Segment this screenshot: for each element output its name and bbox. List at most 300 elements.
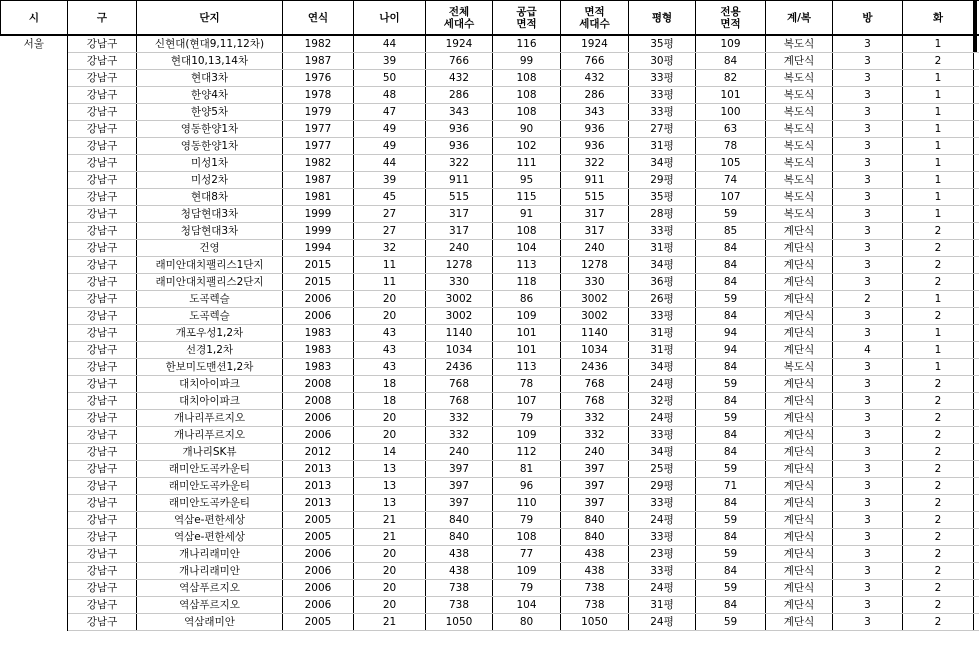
cell-district[interactable]: 강남구 (68, 291, 137, 308)
cell-extra[interactable] (974, 359, 979, 376)
cell-area-households[interactable]: 240 (561, 240, 629, 257)
cell-complex[interactable]: 역삼e-편한세상 (137, 512, 283, 529)
cell-year-built[interactable]: 1983 (283, 359, 354, 376)
cell-city[interactable] (1, 359, 68, 376)
cell-year-built[interactable]: 2006 (283, 291, 354, 308)
cell-complex[interactable]: 미성1차 (137, 155, 283, 172)
cell-supply-area[interactable]: 109 (493, 308, 561, 325)
cell-city[interactable] (1, 206, 68, 223)
cell-baths[interactable]: 2 (903, 512, 974, 529)
cell-age[interactable]: 20 (354, 291, 426, 308)
cell-year-built[interactable]: 2006 (283, 563, 354, 580)
cell-pyeong[interactable]: 34평 (629, 155, 696, 172)
cell-baths[interactable]: 1 (903, 35, 974, 53)
cell-total-households[interactable]: 3002 (426, 308, 493, 325)
cell-pyeong[interactable]: 33평 (629, 87, 696, 104)
cell-extra[interactable] (974, 427, 979, 444)
cell-stair-type[interactable]: 복도식 (766, 155, 833, 172)
cell-year-built[interactable]: 2005 (283, 529, 354, 546)
cell-area-households[interactable]: 936 (561, 138, 629, 155)
cell-total-households[interactable]: 286 (426, 87, 493, 104)
cell-supply-area[interactable]: 79 (493, 512, 561, 529)
cell-exclusive-area[interactable]: 59 (696, 410, 766, 427)
cell-exclusive-area[interactable]: 84 (696, 393, 766, 410)
cell-total-households[interactable]: 332 (426, 410, 493, 427)
cell-area-households[interactable]: 515 (561, 189, 629, 206)
cell-total-households[interactable]: 738 (426, 580, 493, 597)
cell-extra[interactable] (974, 53, 979, 70)
cell-district[interactable]: 강남구 (68, 35, 137, 53)
cell-age[interactable]: 20 (354, 563, 426, 580)
column-header-exclusive-area[interactable]: 전용 면적 (696, 1, 766, 36)
cell-baths[interactable]: 2 (903, 393, 974, 410)
cell-year-built[interactable]: 1994 (283, 240, 354, 257)
cell-area-households[interactable]: 3002 (561, 291, 629, 308)
cell-year-built[interactable]: 2006 (283, 410, 354, 427)
cell-stair-type[interactable]: 계단식 (766, 614, 833, 631)
cell-stair-type[interactable]: 계단식 (766, 240, 833, 257)
cell-exclusive-area[interactable]: 94 (696, 325, 766, 342)
cell-extra[interactable] (974, 410, 979, 427)
cell-supply-area[interactable]: 107 (493, 393, 561, 410)
cell-pyeong[interactable]: 31평 (629, 597, 696, 614)
cell-district[interactable]: 강남구 (68, 376, 137, 393)
cell-city[interactable] (1, 512, 68, 529)
cell-total-households[interactable]: 240 (426, 240, 493, 257)
cell-extra[interactable] (974, 121, 979, 138)
cell-pyeong[interactable]: 33평 (629, 223, 696, 240)
cell-stair-type[interactable]: 계단식 (766, 376, 833, 393)
cell-pyeong[interactable]: 36평 (629, 274, 696, 291)
cell-complex[interactable]: 한양4차 (137, 87, 283, 104)
cell-district[interactable]: 강남구 (68, 410, 137, 427)
cell-city[interactable] (1, 121, 68, 138)
cell-area-households[interactable]: 768 (561, 393, 629, 410)
cell-baths[interactable]: 2 (903, 461, 974, 478)
cell-age[interactable]: 13 (354, 478, 426, 495)
column-header-rooms[interactable]: 방 (833, 1, 903, 36)
cell-rooms[interactable]: 3 (833, 597, 903, 614)
cell-supply-area[interactable]: 104 (493, 597, 561, 614)
cell-city[interactable] (1, 393, 68, 410)
cell-extra[interactable] (974, 172, 979, 189)
cell-stair-type[interactable]: 복도식 (766, 104, 833, 121)
cell-extra[interactable] (974, 104, 979, 121)
cell-district[interactable]: 강남구 (68, 104, 137, 121)
cell-complex[interactable]: 영동한양1차 (137, 138, 283, 155)
cell-exclusive-area[interactable]: 100 (696, 104, 766, 121)
cell-district[interactable]: 강남구 (68, 138, 137, 155)
cell-stair-type[interactable]: 복도식 (766, 189, 833, 206)
cell-rooms[interactable]: 3 (833, 376, 903, 393)
cell-total-households[interactable]: 322 (426, 155, 493, 172)
cell-baths[interactable]: 2 (903, 53, 974, 70)
cell-year-built[interactable]: 1978 (283, 87, 354, 104)
cell-exclusive-area[interactable]: 78 (696, 138, 766, 155)
cell-extra[interactable] (974, 529, 979, 546)
cell-supply-area[interactable]: 108 (493, 87, 561, 104)
cell-area-households[interactable]: 317 (561, 206, 629, 223)
cell-supply-area[interactable]: 80 (493, 614, 561, 631)
cell-year-built[interactable]: 2006 (283, 546, 354, 563)
cell-exclusive-area[interactable]: 84 (696, 53, 766, 70)
cell-complex[interactable]: 래미안도곡카운티 (137, 461, 283, 478)
cell-supply-area[interactable]: 101 (493, 342, 561, 359)
cell-age[interactable]: 49 (354, 121, 426, 138)
cell-year-built[interactable]: 1987 (283, 53, 354, 70)
cell-pyeong[interactable]: 35평 (629, 35, 696, 53)
cell-rooms[interactable]: 3 (833, 308, 903, 325)
cell-supply-area[interactable]: 81 (493, 461, 561, 478)
cell-district[interactable]: 강남구 (68, 444, 137, 461)
cell-supply-area[interactable]: 96 (493, 478, 561, 495)
cell-complex[interactable]: 역삼래미안 (137, 614, 283, 631)
cell-age[interactable]: 20 (354, 410, 426, 427)
cell-district[interactable]: 강남구 (68, 563, 137, 580)
cell-age[interactable]: 18 (354, 393, 426, 410)
cell-age[interactable]: 49 (354, 138, 426, 155)
cell-supply-area[interactable]: 113 (493, 257, 561, 274)
cell-age[interactable]: 20 (354, 427, 426, 444)
cell-baths[interactable]: 2 (903, 614, 974, 631)
cell-extra[interactable] (974, 223, 979, 240)
cell-district[interactable]: 강남구 (68, 274, 137, 291)
cell-baths[interactable]: 1 (903, 325, 974, 342)
cell-area-households[interactable]: 432 (561, 70, 629, 87)
cell-city[interactable] (1, 155, 68, 172)
cell-year-built[interactable]: 2006 (283, 308, 354, 325)
cell-pyeong[interactable]: 33평 (629, 563, 696, 580)
cell-area-households[interactable]: 3002 (561, 308, 629, 325)
cell-age[interactable]: 21 (354, 614, 426, 631)
cell-age[interactable]: 14 (354, 444, 426, 461)
cell-rooms[interactable]: 3 (833, 614, 903, 631)
cell-area-households[interactable]: 768 (561, 376, 629, 393)
cell-pyeong[interactable]: 27평 (629, 121, 696, 138)
cell-district[interactable]: 강남구 (68, 53, 137, 70)
cell-total-households[interactable]: 330 (426, 274, 493, 291)
cell-total-households[interactable]: 332 (426, 427, 493, 444)
cell-extra[interactable] (974, 87, 979, 104)
cell-city[interactable] (1, 342, 68, 359)
cell-rooms[interactable]: 3 (833, 563, 903, 580)
cell-exclusive-area[interactable]: 63 (696, 121, 766, 138)
cell-complex[interactable]: 현대3차 (137, 70, 283, 87)
cell-supply-area[interactable]: 90 (493, 121, 561, 138)
cell-stair-type[interactable]: 계단식 (766, 257, 833, 274)
cell-pyeong[interactable]: 29평 (629, 478, 696, 495)
cell-supply-area[interactable]: 118 (493, 274, 561, 291)
cell-city[interactable] (1, 427, 68, 444)
cell-total-households[interactable]: 438 (426, 563, 493, 580)
cell-area-households[interactable]: 343 (561, 104, 629, 121)
cell-rooms[interactable]: 3 (833, 35, 903, 53)
cell-district[interactable]: 강남구 (68, 70, 137, 87)
column-header-total-households[interactable]: 전체 세대수 (426, 1, 493, 36)
cell-city[interactable] (1, 53, 68, 70)
cell-complex[interactable]: 대치아이파크 (137, 376, 283, 393)
cell-age[interactable]: 48 (354, 87, 426, 104)
cell-rooms[interactable]: 3 (833, 138, 903, 155)
cell-rooms[interactable]: 3 (833, 206, 903, 223)
cell-rooms[interactable]: 3 (833, 461, 903, 478)
cell-complex[interactable]: 건영 (137, 240, 283, 257)
cell-age[interactable]: 43 (354, 359, 426, 376)
cell-exclusive-area[interactable]: 94 (696, 342, 766, 359)
cell-stair-type[interactable]: 복도식 (766, 70, 833, 87)
cell-exclusive-area[interactable]: 109 (696, 35, 766, 53)
column-header-baths[interactable]: 화 (903, 1, 974, 36)
cell-total-households[interactable]: 936 (426, 138, 493, 155)
cell-supply-area[interactable]: 77 (493, 546, 561, 563)
column-header-area-households[interactable]: 면적 세대수 (561, 1, 629, 36)
cell-stair-type[interactable]: 계단식 (766, 410, 833, 427)
cell-exclusive-area[interactable]: 59 (696, 580, 766, 597)
cell-city[interactable] (1, 291, 68, 308)
cell-pyeong[interactable]: 24평 (629, 580, 696, 597)
cell-rooms[interactable]: 3 (833, 359, 903, 376)
cell-baths[interactable]: 2 (903, 308, 974, 325)
cell-baths[interactable]: 2 (903, 444, 974, 461)
cell-area-households[interactable]: 840 (561, 529, 629, 546)
cell-district[interactable]: 강남구 (68, 189, 137, 206)
cell-extra[interactable] (974, 240, 979, 257)
cell-district[interactable]: 강남구 (68, 359, 137, 376)
cell-complex[interactable]: 대치아이파크 (137, 393, 283, 410)
cell-supply-area[interactable]: 78 (493, 376, 561, 393)
cell-supply-area[interactable]: 109 (493, 427, 561, 444)
cell-rooms[interactable]: 3 (833, 546, 903, 563)
column-header-age[interactable]: 나이 (354, 1, 426, 36)
cell-age[interactable]: 20 (354, 597, 426, 614)
cell-year-built[interactable]: 1979 (283, 104, 354, 121)
cell-baths[interactable]: 1 (903, 104, 974, 121)
cell-stair-type[interactable]: 계단식 (766, 580, 833, 597)
cell-supply-area[interactable]: 111 (493, 155, 561, 172)
cell-rooms[interactable]: 3 (833, 495, 903, 512)
cell-complex[interactable]: 래미안대치팰리스2단지 (137, 274, 283, 291)
cell-rooms[interactable]: 3 (833, 393, 903, 410)
cell-complex[interactable]: 한양5차 (137, 104, 283, 121)
cell-stair-type[interactable]: 복도식 (766, 121, 833, 138)
cell-total-households[interactable]: 911 (426, 172, 493, 189)
cell-year-built[interactable]: 2013 (283, 461, 354, 478)
cell-total-households[interactable]: 766 (426, 53, 493, 70)
cell-pyeong[interactable]: 30평 (629, 53, 696, 70)
cell-city[interactable] (1, 138, 68, 155)
cell-age[interactable]: 13 (354, 495, 426, 512)
cell-supply-area[interactable]: 99 (493, 53, 561, 70)
cell-exclusive-area[interactable]: 59 (696, 291, 766, 308)
cell-extra[interactable] (974, 257, 979, 274)
cell-stair-type[interactable]: 계단식 (766, 529, 833, 546)
cell-city[interactable] (1, 257, 68, 274)
cell-complex[interactable]: 개나리SK뷰 (137, 444, 283, 461)
cell-district[interactable]: 강남구 (68, 512, 137, 529)
cell-stair-type[interactable]: 복도식 (766, 35, 833, 53)
cell-age[interactable]: 21 (354, 529, 426, 546)
cell-extra[interactable] (974, 291, 979, 308)
cell-rooms[interactable]: 3 (833, 104, 903, 121)
cell-baths[interactable]: 1 (903, 87, 974, 104)
cell-total-households[interactable]: 840 (426, 529, 493, 546)
cell-extra[interactable] (974, 580, 979, 597)
cell-year-built[interactable]: 2006 (283, 580, 354, 597)
cell-complex[interactable]: 개나리래미안 (137, 563, 283, 580)
cell-city[interactable] (1, 444, 68, 461)
cell-exclusive-area[interactable]: 84 (696, 427, 766, 444)
cell-city[interactable] (1, 614, 68, 631)
cell-district[interactable]: 강남구 (68, 206, 137, 223)
cell-rooms[interactable]: 3 (833, 444, 903, 461)
cell-pyeong[interactable]: 33평 (629, 529, 696, 546)
cell-baths[interactable]: 1 (903, 342, 974, 359)
cell-area-households[interactable]: 766 (561, 53, 629, 70)
cell-district[interactable]: 강남구 (68, 529, 137, 546)
cell-complex[interactable]: 개포우성1,2차 (137, 325, 283, 342)
cell-age[interactable]: 11 (354, 257, 426, 274)
cell-pyeong[interactable]: 31평 (629, 325, 696, 342)
cell-exclusive-area[interactable]: 105 (696, 155, 766, 172)
cell-total-households[interactable]: 438 (426, 546, 493, 563)
cell-exclusive-area[interactable]: 59 (696, 614, 766, 631)
cell-baths[interactable]: 2 (903, 597, 974, 614)
cell-pyeong[interactable]: 31평 (629, 138, 696, 155)
cell-total-households[interactable]: 738 (426, 597, 493, 614)
cell-district[interactable]: 강남구 (68, 240, 137, 257)
cell-pyeong[interactable]: 33평 (629, 70, 696, 87)
cell-year-built[interactable]: 1981 (283, 189, 354, 206)
cell-age[interactable]: 18 (354, 376, 426, 393)
column-header-district[interactable]: 구 (68, 1, 137, 36)
cell-rooms[interactable]: 3 (833, 410, 903, 427)
cell-total-households[interactable]: 343 (426, 104, 493, 121)
cell-baths[interactable]: 2 (903, 240, 974, 257)
cell-complex[interactable]: 개나리푸르지오 (137, 410, 283, 427)
cell-stair-type[interactable]: 계단식 (766, 291, 833, 308)
cell-extra[interactable] (974, 614, 979, 631)
cell-exclusive-area[interactable]: 84 (696, 274, 766, 291)
cell-pyeong[interactable]: 26평 (629, 291, 696, 308)
cell-baths[interactable]: 1 (903, 291, 974, 308)
cell-stair-type[interactable]: 복도식 (766, 359, 833, 376)
cell-year-built[interactable]: 2005 (283, 614, 354, 631)
cell-complex[interactable]: 래미안대치팰리스1단지 (137, 257, 283, 274)
cell-complex[interactable]: 신현대(현대9,11,12차) (137, 35, 283, 53)
cell-city[interactable] (1, 223, 68, 240)
cell-total-households[interactable]: 397 (426, 461, 493, 478)
cell-pyeong[interactable]: 24평 (629, 376, 696, 393)
cell-rooms[interactable]: 3 (833, 155, 903, 172)
cell-pyeong[interactable]: 34평 (629, 444, 696, 461)
cell-year-built[interactable]: 2015 (283, 274, 354, 291)
cell-city[interactable] (1, 461, 68, 478)
cell-year-built[interactable]: 1976 (283, 70, 354, 87)
cell-age[interactable]: 47 (354, 104, 426, 121)
cell-baths[interactable]: 2 (903, 223, 974, 240)
cell-area-households[interactable]: 332 (561, 410, 629, 427)
cell-total-households[interactable]: 397 (426, 478, 493, 495)
cell-baths[interactable]: 1 (903, 206, 974, 223)
cell-total-households[interactable]: 1278 (426, 257, 493, 274)
cell-rooms[interactable]: 3 (833, 121, 903, 138)
cell-district[interactable]: 강남구 (68, 597, 137, 614)
cell-extra[interactable] (974, 512, 979, 529)
cell-city[interactable] (1, 376, 68, 393)
cell-pyeong[interactable]: 33평 (629, 308, 696, 325)
cell-area-households[interactable]: 738 (561, 597, 629, 614)
cell-exclusive-area[interactable]: 84 (696, 308, 766, 325)
cell-pyeong[interactable]: 34평 (629, 359, 696, 376)
cell-age[interactable]: 44 (354, 35, 426, 53)
cell-stair-type[interactable]: 복도식 (766, 138, 833, 155)
cell-area-households[interactable]: 1050 (561, 614, 629, 631)
cell-city[interactable] (1, 478, 68, 495)
cell-total-households[interactable]: 936 (426, 121, 493, 138)
cell-stair-type[interactable]: 계단식 (766, 427, 833, 444)
cell-age[interactable]: 27 (354, 206, 426, 223)
cell-stair-type[interactable]: 복도식 (766, 206, 833, 223)
cell-supply-area[interactable]: 102 (493, 138, 561, 155)
cell-exclusive-area[interactable]: 82 (696, 70, 766, 87)
cell-area-households[interactable]: 438 (561, 563, 629, 580)
cell-area-households[interactable]: 317 (561, 223, 629, 240)
cell-supply-area[interactable]: 108 (493, 529, 561, 546)
cell-year-built[interactable]: 1983 (283, 325, 354, 342)
cell-exclusive-area[interactable]: 101 (696, 87, 766, 104)
column-header-year-built[interactable]: 연식 (283, 1, 354, 36)
cell-area-households[interactable]: 286 (561, 87, 629, 104)
cell-city[interactable] (1, 529, 68, 546)
cell-total-households[interactable]: 1034 (426, 342, 493, 359)
cell-exclusive-area[interactable]: 59 (696, 206, 766, 223)
cell-stair-type[interactable]: 계단식 (766, 308, 833, 325)
cell-area-households[interactable]: 330 (561, 274, 629, 291)
cell-extra[interactable] (974, 70, 979, 87)
cell-complex[interactable]: 도곡렉슬 (137, 291, 283, 308)
cell-pyeong[interactable]: 33평 (629, 427, 696, 444)
cell-baths[interactable]: 2 (903, 529, 974, 546)
cell-district[interactable]: 강남구 (68, 478, 137, 495)
cell-supply-area[interactable]: 115 (493, 189, 561, 206)
cell-area-households[interactable]: 240 (561, 444, 629, 461)
cell-exclusive-area[interactable]: 84 (696, 240, 766, 257)
cell-rooms[interactable]: 3 (833, 274, 903, 291)
cell-stair-type[interactable]: 계단식 (766, 342, 833, 359)
cell-district[interactable]: 강남구 (68, 580, 137, 597)
cell-total-households[interactable]: 317 (426, 206, 493, 223)
column-header-stair-type[interactable]: 계/복 (766, 1, 833, 36)
cell-total-households[interactable]: 432 (426, 70, 493, 87)
cell-year-built[interactable]: 2005 (283, 512, 354, 529)
cell-stair-type[interactable]: 계단식 (766, 223, 833, 240)
cell-extra[interactable] (974, 325, 979, 342)
cell-extra[interactable] (974, 563, 979, 580)
cell-rooms[interactable]: 3 (833, 223, 903, 240)
column-header-city[interactable]: 시 (1, 1, 68, 36)
cell-extra[interactable] (974, 342, 979, 359)
cell-exclusive-area[interactable]: 59 (696, 546, 766, 563)
cell-pyeong[interactable]: 24평 (629, 410, 696, 427)
cell-complex[interactable]: 개나리래미안 (137, 546, 283, 563)
cell-city[interactable] (1, 172, 68, 189)
cell-year-built[interactable]: 2006 (283, 597, 354, 614)
cell-baths[interactable]: 2 (903, 376, 974, 393)
cell-exclusive-area[interactable]: 84 (696, 495, 766, 512)
cell-city[interactable] (1, 104, 68, 121)
cell-year-built[interactable]: 2012 (283, 444, 354, 461)
cell-area-households[interactable]: 840 (561, 512, 629, 529)
